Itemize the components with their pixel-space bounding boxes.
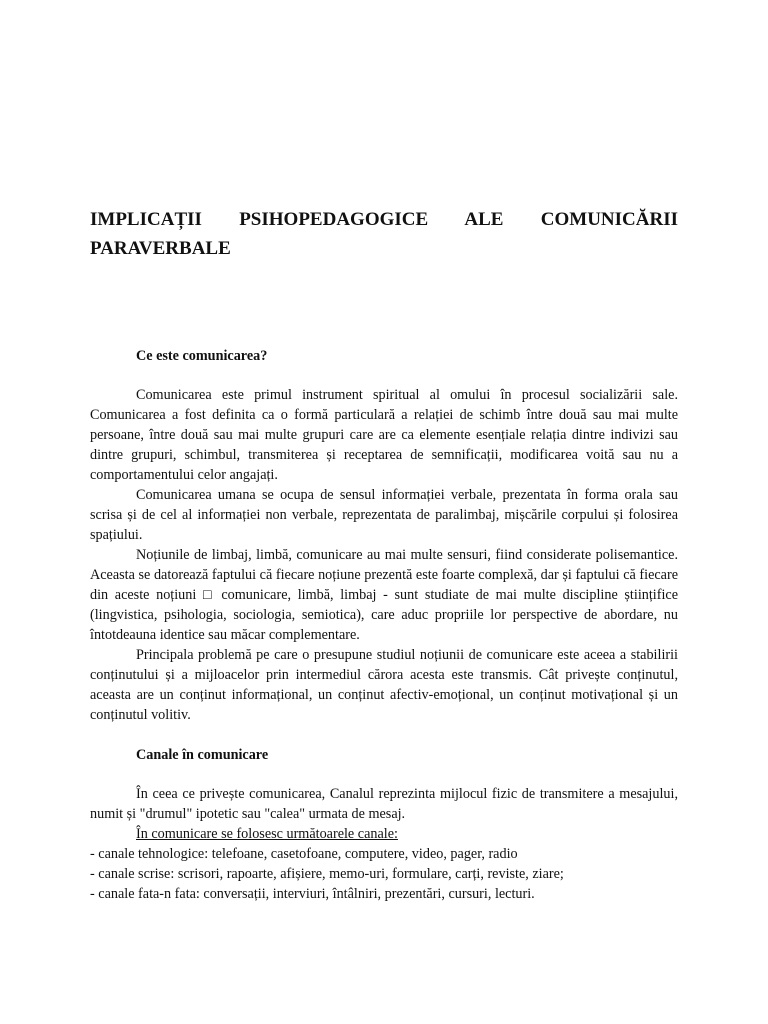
list-item: - canale fata-n fata: conversații, interviuri, întâlniri, prezentări, cursuri, lecturi.	[90, 886, 535, 902]
list-item: - canale tehnologice: telefoane, casetofoane, computere, video, pager, radio	[90, 846, 518, 862]
list-item: - canale scrise: scrisori, rapoarte, afișiere, memo-uri, formulare, carți, reviste, ziare;	[90, 866, 564, 882]
paragraph: Comunicarea umana se ocupa de sensul informației verbale, prezentata în forma orala sau scrisa și de cel al informației non verbale, reprezentata de paralimbaj, mișcările corpului și folosirea spațiului.	[90, 487, 678, 543]
channels-list	[90, 844, 678, 904]
section-heading-what-is-communication: Ce este comunicarea?	[136, 348, 268, 364]
document-body	[90, 205, 678, 904]
paragraph: În ceea ce privește comunicarea, Canalul reprezinta mijlocul fizic de transmitere a mesajului, numit și "drumul" ipotetic sau "calea" urmata de mesaj.	[90, 786, 678, 822]
paragraph: Comunicarea este primul instrument spiritual al omului în procesul socializării sale. Comunicarea a fost definita ca o formă particulară a relației de schimb între două sau mai multe persoane, între două sau mai multe grupuri care are ca elemente esențiale relația dintre indivizi sau dintre grupuri, schimbul, transmiterea și receptarea de semnificații, modificarea voită sau nu a comportamentului celor angajați.	[90, 387, 678, 483]
paragraph: Noțiunile de limbaj, limbă, comunicare au mai multe sensuri, fiind considerate polisemantice. Aceasta se datorează faptului că fiecare noțiune prezentă este foarte complexă, dar și faptului că fiecare din aceste noțiuni □ comunicare, limbă, limbaj - sunt studiate de mai multe discipline științifice (lingvistica, psihologia, sociologia, semiotica), care aduc propriile lor perspective de abordare, nu întotdeauna identice sau măcar complementare.	[90, 547, 678, 643]
document-title: IMPLICAȚII PSIHOPEDAGOGICE ALE COMUNICĂRII PARAVERBALE	[90, 209, 678, 259]
section-heading-communication-channels: Canale în comunicare	[136, 747, 269, 763]
paragraph: Principala problemă pe care o presupune studiul noțiunii de comunicare este aceea a stabilirii conținutului și a mijloacelor prin intermediul cărora acesta este transmis. Cât privește conținutul, aceasta are un conținut informațional, un conținut afectiv-emoțional, un conținut motivațional și un conținutul volitiv.	[90, 647, 678, 723]
list-intro: În comunicare se folosesc următoarele canale:	[136, 826, 398, 842]
